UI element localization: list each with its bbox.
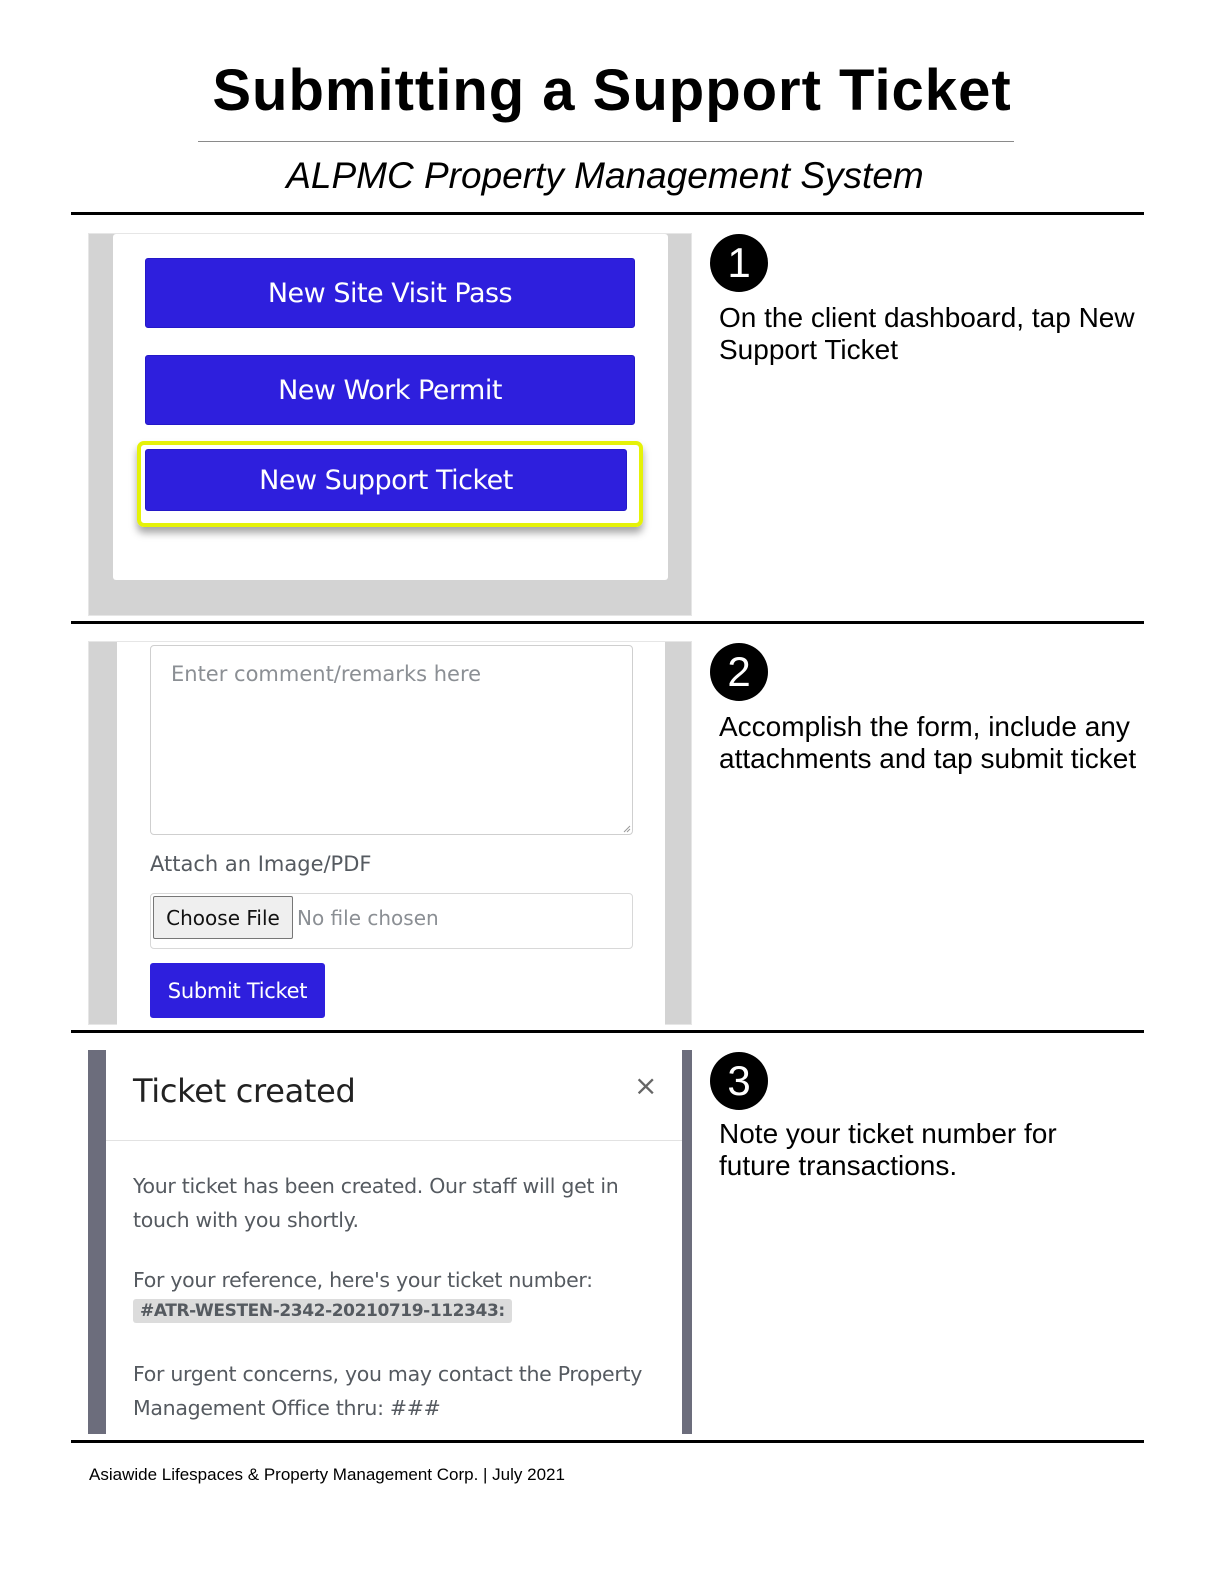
step-1-instruction: On the client dashboard, tap New Support Ticket: [719, 302, 1135, 365]
document-title: Submitting a Support Ticket: [212, 58, 1012, 123]
step-2-screenshot: [88, 641, 692, 1025]
step-2-instruction: Accomplish the form, include any attachments and tap submit ticket: [719, 711, 1137, 774]
form-card: [117, 642, 665, 1026]
section-divider: [71, 621, 1144, 624]
step-1-number: 1: [710, 234, 768, 292]
highlight-frame: [137, 441, 643, 527]
title-divider: [198, 141, 1014, 142]
urgent-contact-text: For urgent concerns, you may contact the Property Management Office thru: ###: [133, 1362, 643, 1420]
new-work-permit-button[interactable]: New Work Permit: [145, 355, 635, 425]
modal-title: Ticket created: [133, 1072, 356, 1110]
section-divider: [71, 1030, 1144, 1033]
modal-message: Your ticket has been created. Our staff will get in touch with you shortly.: [133, 1174, 619, 1232]
modal-divider: [106, 1140, 682, 1141]
step-3-screenshot: [88, 1050, 692, 1434]
close-icon[interactable]: ×: [634, 1069, 658, 1102]
no-file-chosen-text: No file chosen: [297, 906, 439, 930]
section-divider: [71, 212, 1144, 215]
comment-textarea[interactable]: Enter comment/remarks here: [150, 645, 633, 835]
resize-grip-icon[interactable]: [623, 825, 631, 833]
document-footer: Asiawide Lifespaces & Property Management Corp. | July 2021: [89, 1465, 565, 1484]
ticket-number-row: [133, 1301, 512, 1321]
file-input[interactable]: [150, 893, 633, 949]
new-site-visit-pass-button[interactable]: New Site Visit Pass: [145, 258, 635, 328]
step-2-number: 2: [710, 643, 768, 701]
ticket-created-modal: [106, 1050, 682, 1434]
reference-text: For your reference, here's your ticket number:: [133, 1268, 593, 1292]
step-3-number: 3: [710, 1052, 768, 1110]
dashboard-card: [113, 234, 668, 580]
choose-file-button[interactable]: Choose File: [153, 896, 293, 939]
attach-label: Attach an Image/PDF: [150, 852, 372, 876]
document-subtitle: ALPMC Property Management System: [286, 155, 924, 196]
section-divider: [71, 1440, 1144, 1443]
step-1-screenshot: [88, 233, 692, 616]
ticket-number: #ATR-WESTEN-2342-20210719-112343:: [133, 1299, 512, 1323]
step-3-instruction: Note your ticket number for future transactions.: [719, 1118, 1057, 1181]
new-support-ticket-button[interactable]: New Support Ticket: [145, 449, 627, 511]
submit-ticket-button[interactable]: Submit Ticket: [150, 963, 325, 1018]
